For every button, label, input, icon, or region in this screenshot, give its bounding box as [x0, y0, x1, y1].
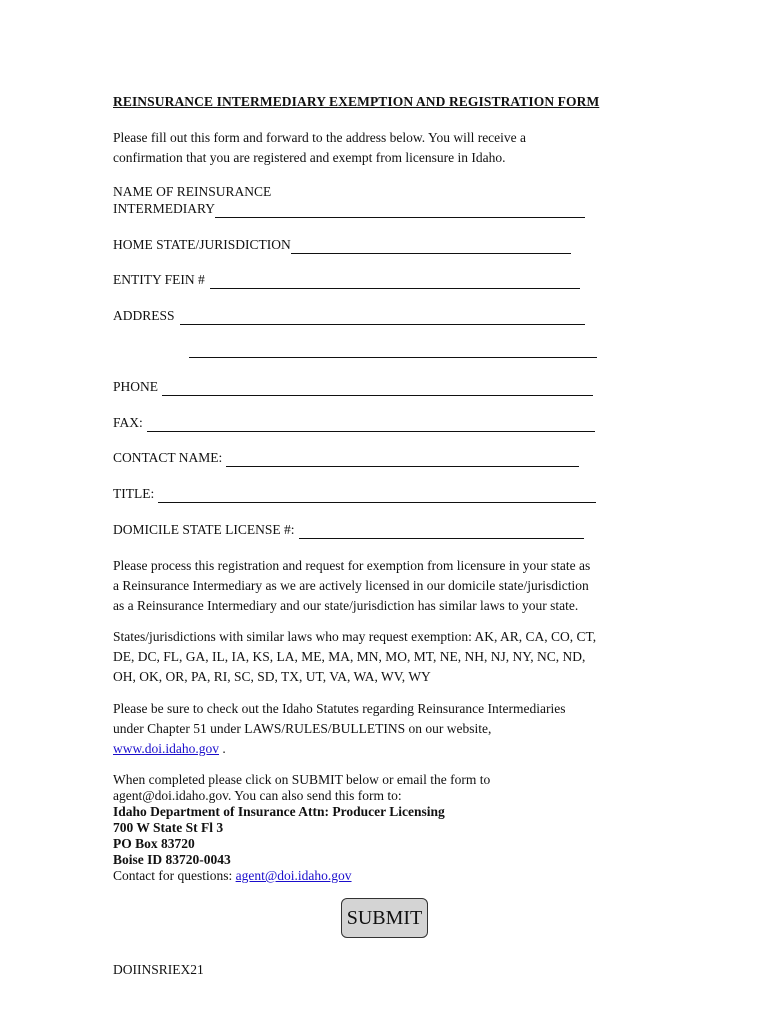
title-label: TITLE:	[113, 486, 155, 501]
fein-input-line[interactable]	[210, 274, 580, 289]
title-input-line[interactable]	[158, 488, 596, 503]
license-label: DOMICILE STATE LICENSE #:	[113, 522, 295, 537]
contact-name-field[interactable]	[113, 449, 579, 467]
process-line-3: as a Reinsurance Intermediary and our state/jurisdiction has similar laws to your state.	[113, 598, 579, 613]
form-code: DOIINSRIEX21	[113, 962, 204, 977]
license-input-line[interactable]	[299, 524, 584, 539]
form-title: REINSURANCE INTERMEDIARY EXEMPTION AND REGISTRATION FORM	[113, 94, 600, 109]
address-field[interactable]	[113, 307, 585, 325]
statutes-line-1: Please be sure to check out the Idaho Statutes regarding Reinsurance Intermediaries	[113, 701, 566, 716]
address-input-line-2[interactable]	[189, 357, 597, 358]
statutes-paragraph	[113, 699, 565, 759]
completed-line-1: When completed please click on SUBMIT below or email the form to	[113, 772, 491, 787]
contact-email-link[interactable]: agent@doi.idaho.gov	[235, 868, 352, 883]
submit-button[interactable]: SUBMIT	[341, 898, 428, 938]
intro-line-2: confirmation that you are registered and exempt from licensure in Idaho.	[113, 150, 506, 165]
contact-prefix: Contact for questions:	[113, 868, 236, 883]
address-line-3: PO Box 83720	[113, 836, 195, 851]
fein-field[interactable]	[113, 271, 580, 289]
states-line-3: OH, OK, OR, PA, RI, SC, SD, TX, UT, VA, WA, WV, WY	[113, 669, 431, 684]
contact-name-label: CONTACT NAME:	[113, 450, 223, 465]
address-line-1: Idaho Department of Insurance Attn: Producer Licensing	[113, 804, 445, 819]
name-label-line-1: NAME OF REINSURANCE	[113, 184, 272, 199]
title-field[interactable]	[113, 485, 596, 503]
completed-line-2: agent@doi.idaho.gov. You can also send this form to:	[113, 788, 402, 803]
address-line-4: Boise ID 83720-0043	[113, 852, 231, 867]
address-label: ADDRESS	[113, 308, 175, 323]
contact-line	[113, 868, 490, 884]
process-line-2: a Reinsurance Intermediary as we are actively licensed in our domicile state/jurisdiction	[113, 578, 589, 593]
fein-label: ENTITY FEIN #	[113, 272, 205, 287]
states-line-2: DE, DC, FL, GA, IL, IA, KS, LA, ME, MA, MN, MO, MT, NE, NH, NJ, NY, NC, ND,	[113, 649, 586, 664]
home-state-label: HOME STATE/JURISDICTION	[113, 237, 291, 252]
fax-field[interactable]	[113, 414, 595, 432]
name-field[interactable]	[113, 200, 585, 218]
phone-label: PHONE	[113, 379, 159, 394]
phone-field[interactable]	[113, 378, 593, 396]
intro-line-1: Please fill out this form and forward to the address below. You will receive a	[113, 130, 527, 145]
address-input-line-1[interactable]	[180, 310, 585, 325]
states-line-1: States/jurisdictions with similar laws who may request exemption: AK, AR, CA, CO, CT,	[113, 629, 597, 644]
fax-label: FAX:	[113, 415, 143, 430]
license-field[interactable]	[113, 521, 584, 539]
phone-input-line[interactable]	[162, 381, 593, 396]
states-paragraph	[113, 627, 596, 687]
intro-paragraph	[113, 128, 526, 168]
website-line	[113, 739, 565, 759]
mailing-block	[113, 772, 490, 884]
website-suffix: .	[219, 741, 226, 756]
name-input-line[interactable]	[215, 203, 585, 218]
process-paragraph	[113, 556, 590, 616]
home-state-field[interactable]	[113, 236, 571, 254]
name-label-line-2: INTERMEDIARY	[113, 201, 215, 216]
fax-input-line[interactable]	[147, 417, 595, 432]
website-link[interactable]: www.doi.idaho.gov	[113, 741, 219, 756]
statutes-line-2: under Chapter 51 under LAWS/RULES/BULLETINS on our website,	[113, 721, 492, 736]
address-line-2: 700 W State St Fl 3	[113, 820, 224, 835]
contact-name-input-line[interactable]	[226, 452, 579, 467]
home-state-input-line[interactable]	[291, 239, 571, 254]
process-line-1: Please process this registration and request for exemption from licensure in your state as	[113, 558, 591, 573]
